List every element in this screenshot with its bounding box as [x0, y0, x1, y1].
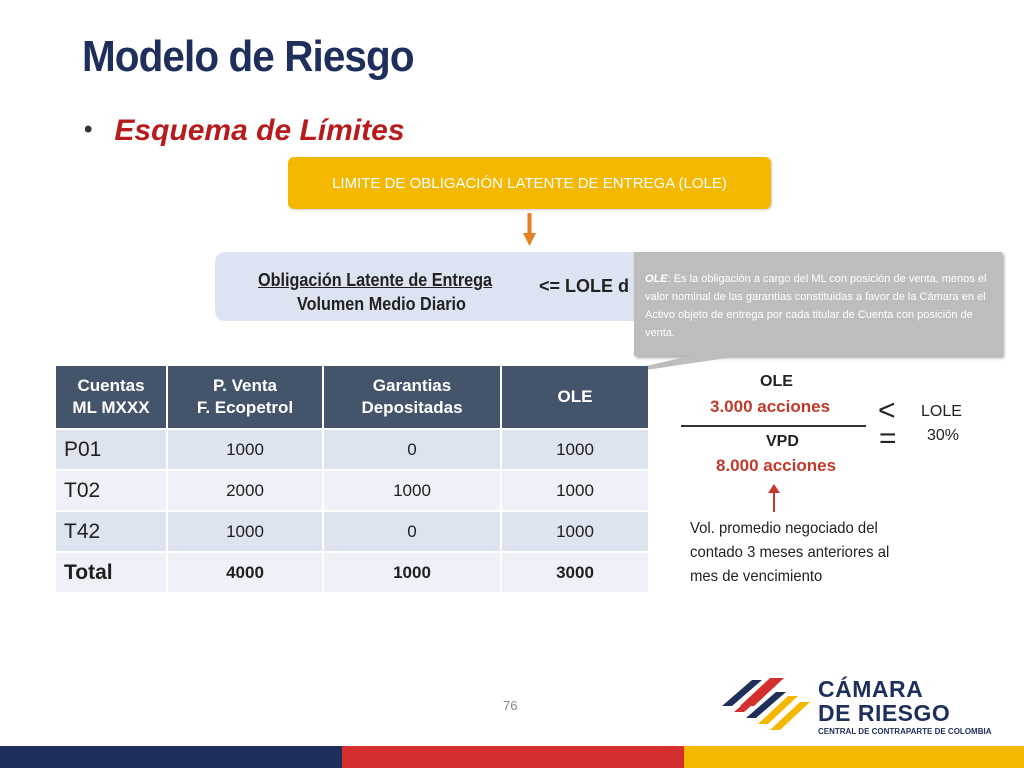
cell-cuenta: P01	[56, 430, 166, 469]
logo-line-3: CENTRAL DE CONTRAPARTE DE COLOMBIA	[818, 727, 992, 736]
header-ole: OLE	[502, 366, 648, 428]
header-cuentas: Cuentas ML MXXX	[56, 366, 166, 428]
lole-box-label: LIMITE DE OBLIGACIÓN LATENTE DE ENTREGA (LOLE)	[332, 174, 727, 192]
calc-vpd-label: VPD	[766, 433, 799, 450]
table-row	[56, 512, 648, 551]
lole-box	[288, 157, 771, 209]
cell-garantias: 0	[324, 430, 500, 469]
cell-ole: 1000	[502, 512, 648, 551]
cell-cuenta: T42	[56, 512, 166, 551]
ole-callout-term: OLE	[645, 273, 668, 285]
calc-ole-value: 3.000 acciones	[710, 397, 831, 416]
table-row	[56, 430, 648, 469]
arrow-up-icon	[768, 484, 780, 512]
vpd-note: Vol. promedio negociado del contado 3 meses anteriores al mes de vencimiento	[690, 520, 890, 585]
calc-lole-label: LOLE	[921, 403, 962, 420]
cell-venta: 4000	[168, 553, 322, 592]
cell-garantias: 1000	[324, 553, 500, 592]
calc-lole-percent: 30%	[927, 427, 960, 444]
cell-cuenta: Total	[56, 553, 166, 592]
fraction-line	[681, 425, 866, 427]
bullet-text: Esquema de Límites	[114, 114, 405, 147]
slide-title: Modelo de Riesgo	[82, 32, 414, 81]
less-than-symbol: <	[878, 394, 896, 427]
cell-ole: 1000	[502, 471, 648, 510]
footer-band-yellow	[684, 746, 1024, 768]
cell-garantias: 1000	[324, 471, 500, 510]
footer-band-red	[342, 746, 684, 768]
cell-cuenta: T02	[56, 471, 166, 510]
equals-symbol: =	[879, 422, 897, 455]
formula-denominator: Volumen Medio Diario	[297, 294, 466, 314]
bullet-heading	[84, 114, 405, 148]
table-total-row	[56, 553, 648, 592]
ole-callout-definition: : Es la obligación a cargo del ML con posición de venta, menos el valor nominal de las garantías constituidas a favor de la Cámara en el Activo objeto de entrega por cada titular de Cuenta con posición de venta.	[645, 273, 987, 339]
footer-band-navy	[0, 746, 342, 768]
header-garantias: Garantias Depositadas	[324, 366, 500, 428]
camara-logo-icon	[722, 672, 814, 734]
logo-line-2: DE RIESGO	[818, 700, 951, 726]
bullet-dot: •	[84, 116, 93, 143]
header-venta: P. Venta F. Ecopetrol	[168, 366, 322, 428]
cell-venta: 2000	[168, 471, 322, 510]
cell-garantias: 0	[324, 512, 500, 551]
table-row	[56, 471, 648, 510]
accounts-table	[54, 364, 650, 594]
cell-venta: 1000	[168, 430, 322, 469]
ole-callout-text	[645, 270, 997, 342]
formula-rhs: <= LOLE d	[539, 276, 630, 296]
page-number: 76	[503, 698, 518, 713]
formula-numerator: Obligación Latente de Entrega	[258, 270, 493, 290]
table-header-row	[56, 366, 648, 428]
cell-ole: 3000	[502, 553, 648, 592]
logo-line-1: CÁMARA	[818, 676, 924, 702]
cell-venta: 1000	[168, 512, 322, 551]
calc-vpd-value: 8.000 acciones	[716, 456, 837, 475]
calc-ole-label: OLE	[760, 373, 793, 390]
arrow-down-icon	[523, 213, 536, 246]
cell-ole: 1000	[502, 430, 648, 469]
